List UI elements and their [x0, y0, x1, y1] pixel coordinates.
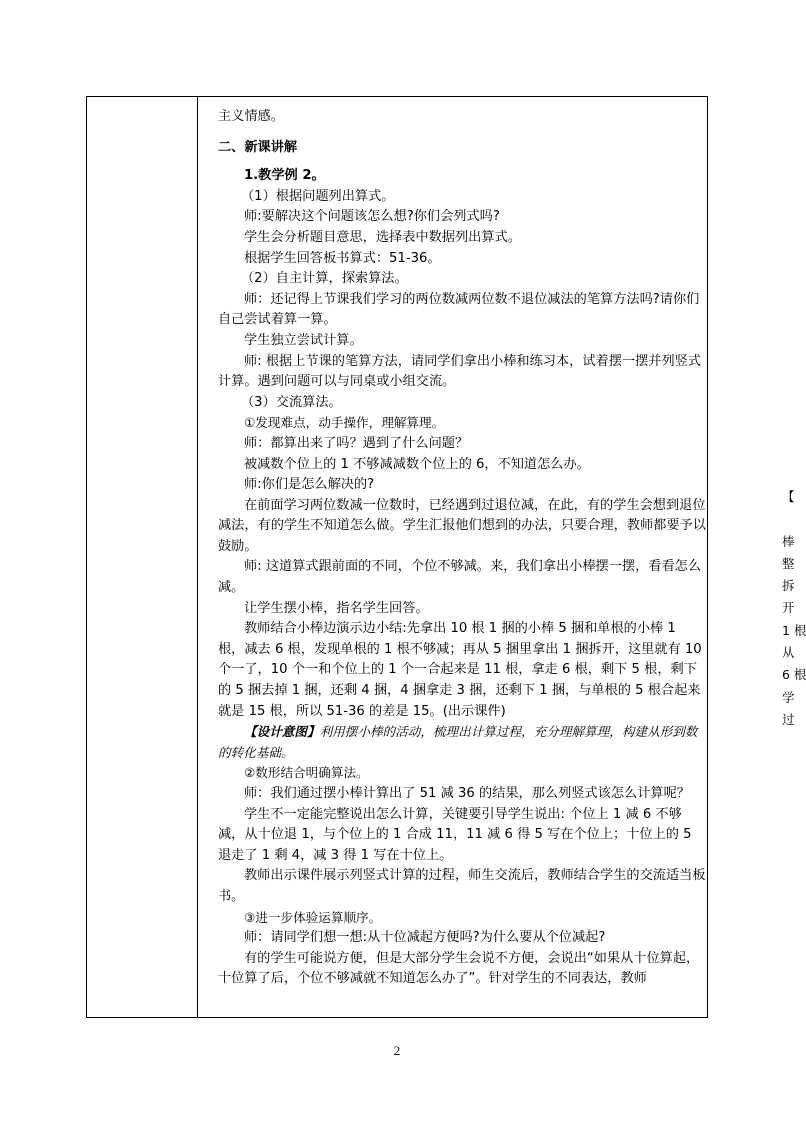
- text-line: 师：请同学们想一想:从十位减起方便吗?为什么要从个位减起?: [244, 930, 606, 946]
- text-paragraph: 师：还记得上节课我们学习的两位数减两位数不退位减法的笔算方法吗?请你们自己尝试着算一算。: [218, 291, 700, 328]
- text-paragraph: 有的学生可能说方便，但是大部分学生会说不方便，会说出“如果从十位算起，十位算了后，个位不够减就不知道怎么办了”。针对学生的不同表达，教师: [218, 950, 700, 987]
- text-line: 师:要解决这个问题该怎么想?你们会列式吗?: [244, 209, 500, 225]
- step-heading: （3）交流算法。: [241, 394, 342, 410]
- example-heading: 1.教学例 2。: [244, 168, 325, 184]
- column-divider: [197, 97, 198, 1017]
- margin-fragment: 拆: [782, 578, 795, 594]
- text-line: 学生会分析题目意思，选择表中数据列出算式。: [244, 229, 521, 245]
- margin-fragment: 过: [782, 711, 795, 727]
- text-line: 主义情感。: [218, 109, 284, 124]
- text-paragraph: 师: 根据上节课的笔算方法，请同学们拿出小棒和练习本，试着摆一摆并列竖式计算。遇到问题可以与同桌或小组交流。: [218, 353, 702, 390]
- text-paragraph: 师: 这道算式跟前面的不同，个位不够减。来，我们拿出小棒摆一摆，看看怎么减。: [218, 559, 702, 596]
- text-line: 师：我们通过摆小棒计算出了 51 减 36 的结果，那么列竖式该怎么计算呢？: [244, 786, 690, 801]
- step-heading: （1）根据问题列出算式。: [241, 188, 395, 204]
- margin-fragment: 从: [782, 645, 795, 661]
- text-line: 让学生摆小棒，指名学生回答。: [244, 600, 429, 616]
- margin-fragment: 1 根: [782, 622, 806, 638]
- design-intent-label: 【设计意图】: [244, 724, 320, 740]
- text-paragraph: 教师出示课件展示列竖式计算的过程，师生交流后，教师结合学生的交流适当板书。: [218, 868, 706, 904]
- text-line: ①发现难点，动手操作，理解算理。: [244, 415, 445, 431]
- design-intent-note: [218, 722, 706, 763]
- text-paragraph: 教师结合小棒边演示边小结:先拿出 10 根 1 捆的小棒 5 捆和单根的小棒 1 根，减去 6 根，发现单根的 1 根不够减；再从 5 捆里拿出 1 捆拆开，这里就有 10 个一了，10 个一和个位上的 1 个一合起来是 11 根，拿走 6 根，剩下 5 根，剩下的 5 捆去掉 1 捆，还剩 4 捆，4 捆拿走 3 捆，还剩下 1 捆，与单根的 5 根合起来就是 15 根，所以 51-36 的差是 15。(出示课件): [218, 621, 702, 719]
- lesson-content: [218, 107, 706, 990]
- design-intent-text: 利用摆小棒的活动，梳理出计算过程，充分理解算理，构建从形到数的转化基础。: [218, 724, 698, 760]
- margin-fragment: [782, 508, 802, 530]
- text-line: ③进一步体验运算顺序。: [244, 909, 382, 925]
- section-heading: 二、新课讲解: [218, 139, 298, 155]
- text-line: 学生独立尝试计算。: [244, 332, 363, 348]
- text-line: 根据学生回答板书算式：51-36。: [244, 250, 441, 266]
- text-line: 师:你们是怎么解决的?: [244, 477, 375, 493]
- margin-fragment: 6 根: [782, 667, 806, 683]
- margin-fragment: 整: [782, 555, 795, 571]
- step-heading: （2）自主计算，探索算法。: [241, 271, 408, 287]
- margin-fragment: 【: [782, 489, 795, 504]
- lesson-table: [86, 96, 708, 1018]
- text-line: 被减数个位上的 1 不够减减数个位上的 6，不知道怎么办。: [244, 456, 590, 472]
- margin-fragment: 棒: [782, 533, 795, 549]
- text-line: ②数形结合明确算法。: [244, 765, 369, 781]
- text-paragraph: 学生不一定能完整说出怎么计算，关键要引导学生说出: 个位上 1 减 6 不够减，从十位退 1，与个位上的 1 合成 11，11 减 6 得 5 写在个位上；十位上的 5 退走了 1 剩 4，减 3 得 1 写在十位上。: [218, 806, 692, 863]
- text-line: 师：都算出来了吗？遇到了什么问题？: [244, 435, 469, 451]
- margin-fragment: 开: [782, 600, 795, 616]
- page-number: 2: [393, 1043, 401, 1058]
- right-margin-fragments: [782, 486, 806, 731]
- margin-fragment: 学: [782, 689, 795, 705]
- text-paragraph: 在前面学习两位数减一位数时，已经遇到过退位减，在此，有的学生会想到退位减法，有的学生不知道怎么做。学生汇报他们想到的办法，只要合理，教师都要予以鼓励。: [218, 497, 706, 554]
